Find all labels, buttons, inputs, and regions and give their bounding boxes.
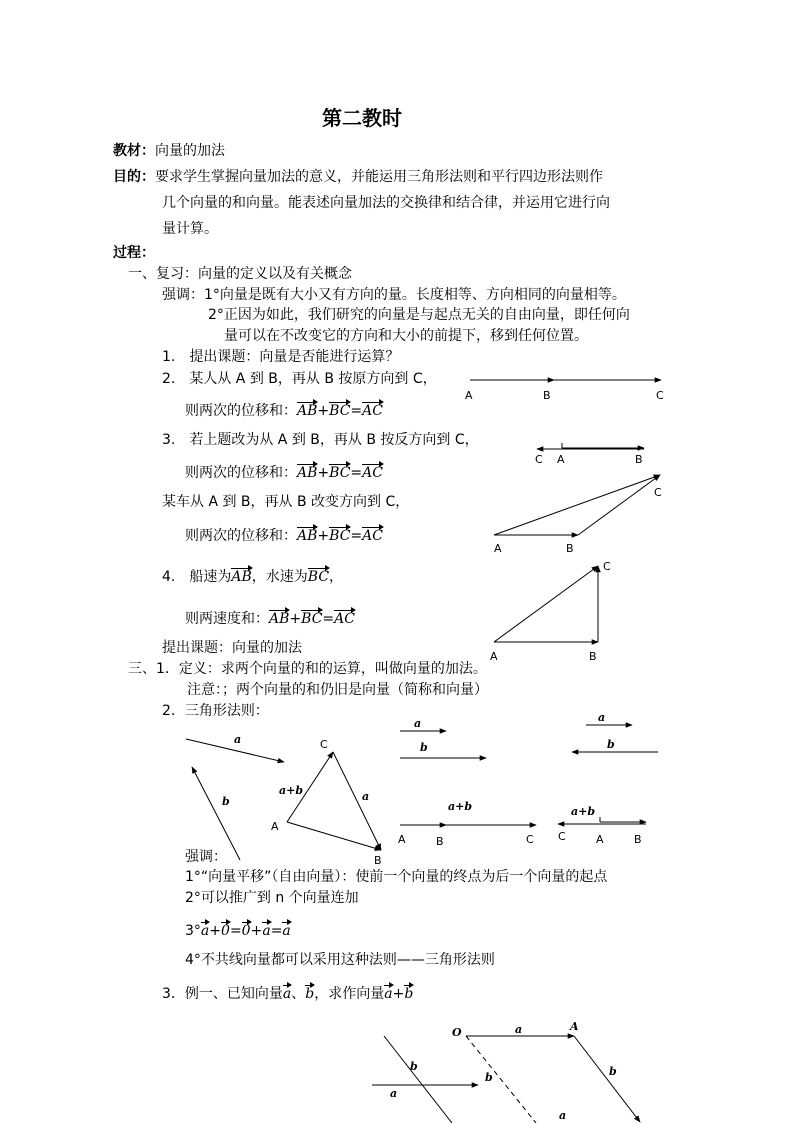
label-B: B: [589, 650, 597, 663]
label-B: B: [436, 835, 444, 848]
label-A: A: [557, 453, 565, 466]
goal-line-2: 几个向量的和向量。能表述向量加法的交换律和结合律，并运用它进行向: [162, 195, 610, 211]
label-vector-a: a: [390, 1087, 398, 1100]
car-sum: 则两次的位移和：AB+BC=AC: [185, 528, 383, 544]
item-2-sum: 则两次的位移和：AB+BC=AC: [185, 403, 383, 419]
point-4: 4°不共线向量都可以采用这种法则——三角形法则: [185, 952, 495, 968]
material-text: 向量的加法: [155, 143, 225, 159]
label-B: B: [543, 389, 551, 402]
emphasis-2b: 量可以在不改变它的方向和大小的前提下，移到任何位置。: [224, 328, 588, 344]
item-3-sum: 则两次的位移和：AB+BC=AC: [185, 465, 383, 481]
point-1: 1°“向量平移”（自由向量）：使前一个向量的终点为后一个向量的起点: [185, 869, 608, 885]
label-A: A: [465, 389, 473, 402]
item-3: 3. 若上题改为从 A 到 B，再从 B 按反方向到 C，: [162, 432, 479, 448]
label-B: B: [635, 453, 643, 466]
emphasis-1: 强调：1°向量是既有大小又有方向的量。长度相等、方向相同的向量相等。: [162, 287, 626, 303]
example-1: 3．例一、已知向量a、b，求作向量a+b: [162, 986, 414, 1002]
label-B: B: [634, 833, 642, 846]
label-C: C: [526, 833, 534, 846]
label-vector-b: b: [609, 1065, 617, 1078]
label-a-plus-b: a+b: [448, 800, 473, 813]
triangle-rule: 2．三角形法则：: [162, 703, 269, 719]
car-line: 某车从 A 到 B，再从 B 改变方向到 C，: [162, 494, 410, 510]
label-A: A: [596, 833, 604, 846]
item-1: 1. 提出课题：向量是否能进行运算？: [162, 349, 400, 365]
label-vector-a: a: [515, 1023, 523, 1036]
label-vector-a: a: [414, 717, 422, 730]
label-C: C: [603, 560, 611, 573]
figure-example-1: [372, 1036, 640, 1123]
label-vector-b: b: [222, 795, 230, 808]
process-label: 过程：: [113, 245, 155, 261]
definition: 三、1．定义：求两个向量的和的运算，叫做向量的加法。: [128, 661, 487, 677]
label-A: A: [494, 542, 502, 555]
emphasis-heading: 强调：: [185, 849, 227, 865]
item-2: 2. 某人从 A 到 B，再从 B 按原方向到 C，: [162, 371, 437, 387]
label-origin-O: O: [452, 1026, 462, 1039]
label-vector-a: a: [559, 1109, 567, 1122]
label-vector-a: a: [234, 733, 242, 746]
item-4-sum: 则两速度和：AB+BC=AC: [185, 611, 355, 627]
figure-collinear-vectors: [400, 725, 658, 825]
item-4: 4. 船速为AB，水速为BC，: [162, 569, 344, 585]
label-a-plus-b: a+b: [571, 805, 596, 818]
review-heading: 一、复习：向量的定义以及有关概念: [128, 266, 352, 282]
emphasis-2a: 2°正因为如此，我们研究的向量是与起点无关的自由向量，即任何向: [208, 307, 630, 323]
label-A: A: [271, 820, 279, 833]
goal-line-1: 目的：要求学生掌握向量加法的意义，并能运用三角形法则和平行四边形法则作: [113, 169, 603, 185]
point-3: 3°a+0=0+a=a: [185, 923, 291, 939]
label-B: B: [374, 854, 382, 867]
figure-opposite-direction: [537, 443, 644, 449]
label-C: C: [320, 738, 328, 751]
label-A: A: [398, 833, 406, 846]
label-vector-b: b: [420, 741, 428, 754]
label-vector-a: a: [362, 790, 370, 803]
goal-line-3: 量计算。: [162, 221, 218, 237]
label-C: C: [656, 389, 664, 402]
label-vector-a: a: [598, 711, 606, 724]
label-a-plus-b: a+b: [279, 784, 304, 797]
point-2: 2°可以推广到 n 个向量连加: [185, 890, 359, 906]
label-point-A: A: [570, 1020, 579, 1033]
label-vector-b: b: [485, 1071, 493, 1084]
label-B: B: [566, 542, 574, 555]
label-A: A: [490, 650, 498, 663]
note: 注意：；两个向量的和仍旧是向量（简称和向量）: [187, 682, 488, 698]
label-C: C: [654, 486, 662, 499]
label-C: C: [558, 830, 566, 843]
page-title: 第二教时: [322, 106, 402, 130]
material-label: 教材：: [113, 143, 155, 159]
figure-changed-direction: [494, 475, 660, 535]
label-vector-b: b: [410, 1060, 418, 1073]
topic-line: 提出课题：向量的加法: [162, 640, 302, 656]
goal-label: 目的：: [113, 169, 155, 185]
label-C: C: [535, 453, 543, 466]
figure-triangle-rule: [186, 739, 381, 860]
label-vector-b: b: [607, 738, 615, 751]
figure-velocity-triangle: [494, 566, 598, 642]
